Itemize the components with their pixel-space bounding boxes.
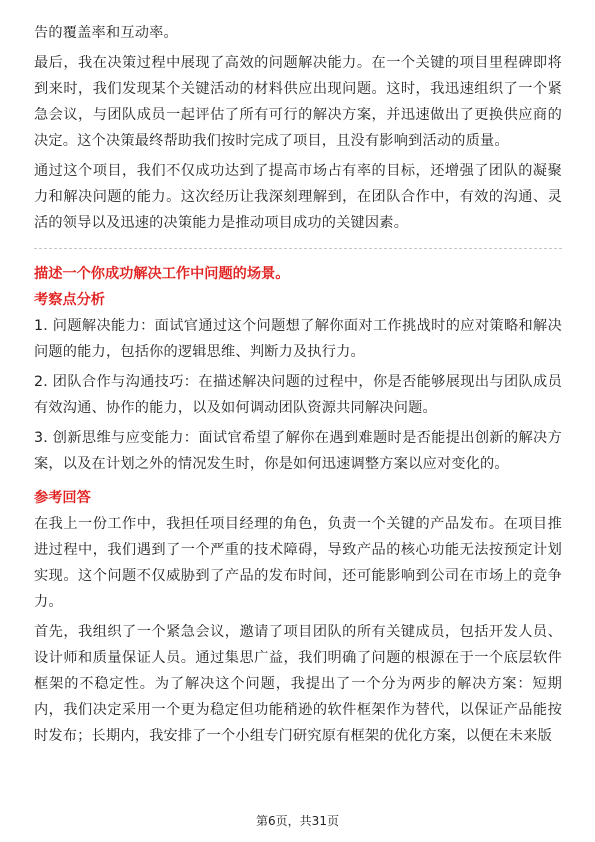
analysis-point: 1. 问题解决能力：面试官通过这个问题想了解你面对工作挑战时的应对策略和解决问题的能力，包括你的逻辑思维、判断力及执行力。 — [34, 318, 562, 360]
body-paragraph: 告的覆盖率和互动率。 — [34, 25, 178, 41]
document-page — [34, 20, 562, 749]
body-paragraph: 最后，我在决策过程中展现了高效的问题解决能力。在一个关键的项目里程碑即将到来时，我们发现某个关键活动的材料供应出现问题。这时，我迅速组织了一个紧急会议，与团队成员一起评估了所有可行的解决方案，并迅速做出了更换供应商的决定。这个决策最终帮助我们按时完成了项目，且没有影响到活动的质量。 — [34, 55, 562, 149]
analysis-point: 2. 团队合作与沟通技巧：在描述解决问题的过程中，你是否能够展现出与团队成员有效沟通、协作的能力，以及如何调动团队资源共同解决问题。 — [34, 374, 562, 416]
answer-paragraph: 在我上一份工作中，我担任项目经理的角色，负责一个关键的产品发布。在项目推进过程中，我们遇到了一个严重的技术障碍，导致产品的核心功能无法按预定计划实现。这个问题不仅威胁到了产品的发布时间，还可能影响到公司在市场上的竞争力。 — [34, 516, 562, 610]
body-paragraph: 通过这个项目，我们不仅成功达到了提高市场占有率的目标，还增强了团队的凝聚力和解决问题的能力。这次经历让我深刻理解到，在团队合作中，有效的沟通、灵活的领导以及迅速的决策能力是推动项目成功的关键因素。 — [34, 163, 562, 231]
analysis-point: 3. 创新思维与应变能力：面试官希望了解你在遇到难题时是否能提出创新的解决方案，以及在计划之外的情况发生时，你是如何迅速调整方案以应对变化的。 — [34, 430, 562, 472]
analysis-title: 考察点分析 — [34, 292, 105, 308]
section-divider — [34, 248, 562, 249]
answer-title: 参考回答 — [34, 490, 91, 506]
answer-paragraph: 首先，我组织了一个紧急会议，邀请了项目团队的所有关键成员，包括开发人员、设计师和质量保证人员。通过集思广益，我们明确了问题的根源在于一个底层软件框架的不稳定性。为了解决这个问题，我提出了一个分为两步的解决方案：短期内，我们决定采用一个更为稳定但功能稍逊的软件框架作为替代，以保证产品能按时发布；长期内，我安排了一个小组专门研究原有框架的优化方案，以便在未来版 — [34, 624, 562, 744]
question-heading: 描述一个你成功解决工作中问题的场景。 — [34, 266, 290, 282]
page-number: 第6页，共31页 — [256, 814, 339, 828]
